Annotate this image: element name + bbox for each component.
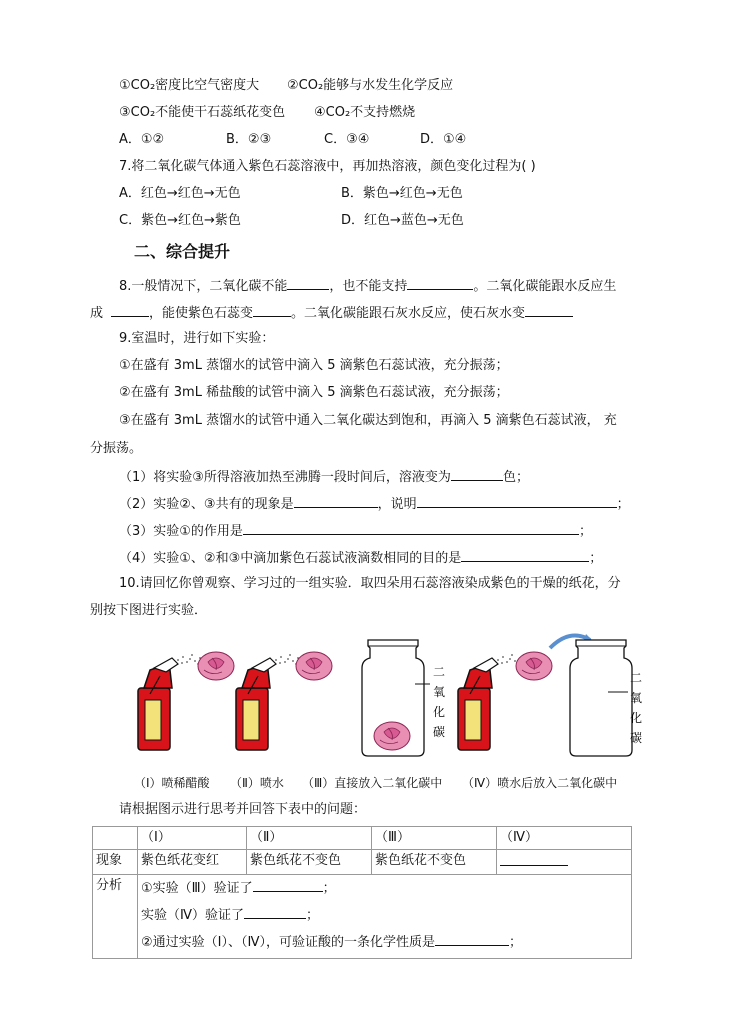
q9-experiment-2: ②在盛有 3mL 稀盐酸的试管中滴入 5 滴紫色石蕊试液，充分振荡；: [119, 385, 509, 400]
analysis-cell: [138, 875, 632, 959]
q8-blank-3[interactable]: [111, 303, 149, 317]
q9-sub-2-end: ；: [616, 497, 630, 512]
caption-4: （Ⅳ）喷水后放入二氧化碳中: [462, 776, 618, 790]
q9-sub-3-text: （3）实验①的作用是: [119, 524, 243, 539]
jar-3-label-2: 氧: [433, 685, 446, 699]
section-title: 二、综合提升: [134, 242, 231, 261]
analysis-blank-1[interactable]: [253, 878, 323, 892]
analysis-blank-2[interactable]: [244, 905, 306, 919]
q9-blank-4[interactable]: [243, 521, 579, 535]
analysis-line-2: [141, 902, 628, 929]
experiment-2-flower: [296, 652, 332, 680]
q7-option-b: B．紫色→红色→无色: [341, 186, 463, 201]
q8-text-1c: 。二氧化碳能跟水反应生: [473, 279, 617, 294]
q6-statement-1: ①CO₂密度比空气密度大: [119, 78, 260, 93]
table-row-phenomenon: [93, 850, 632, 875]
caption-2: （Ⅱ）喷水: [230, 776, 284, 790]
header-4: （Ⅳ）: [497, 827, 632, 850]
experiment-1-flower: [198, 652, 234, 680]
header-2: （Ⅱ）: [247, 827, 372, 850]
experiment-1-sprayer: [138, 658, 178, 750]
q6-option-b: B．②③: [226, 132, 272, 147]
phenomenon-2: 紫色纸花不变色: [247, 850, 372, 875]
row-label-analysis: 分析: [93, 875, 138, 959]
analysis-end-1: ；: [322, 881, 336, 896]
q9-experiment-3a: ③在盛有 3mL 蒸馏水的试管中通入二氧化碳达到饱和，再滴入 5 滴紫色石蕊试液， 充: [119, 413, 617, 428]
q9-sub-4-text: （4）实验①、②和③中滴加紫色石蕊试液滴数相同的目的是: [119, 551, 462, 566]
jar-4-label-3: 化: [630, 711, 643, 725]
q8-blank-4[interactable]: [253, 303, 291, 317]
analysis-blank-3[interactable]: [435, 932, 509, 946]
analysis-text-3: ②通过实验（Ⅰ）、（Ⅳ），可验证酸的一条化学性质是: [141, 935, 435, 950]
phenomenon-3: 紫色纸花不变色: [372, 850, 497, 875]
q9-blank-5[interactable]: [461, 548, 589, 562]
phenomenon-4-cell: [497, 850, 632, 875]
jar-4-label-1: 二: [630, 671, 643, 685]
q9-stem: 9.室温时，进行如下实验：: [119, 331, 275, 346]
jar-3-label-1: 二: [433, 665, 446, 679]
header-1: （Ⅰ）: [138, 827, 247, 850]
analysis-end-2: ；: [306, 908, 320, 923]
experiment-2-sprayer: [236, 658, 276, 750]
q9-sub-3: [119, 521, 592, 541]
q8-text-2c: 。二氧化碳能跟石灰水反应，使石灰水变: [291, 306, 526, 321]
q9-blank-3[interactable]: [417, 494, 617, 508]
q9-experiment-1: ①在盛有 3mL 蒸馏水的试管中滴入 5 滴紫色石蕊试液，充分振荡；: [119, 358, 509, 373]
phenomenon-1: 紫色纸花变红: [138, 850, 247, 875]
q8-text-2b: ，能使紫色石蕊变: [149, 306, 254, 321]
table-header-row: [93, 827, 632, 850]
table-row-analysis: [93, 875, 632, 959]
q9-sub-2: [119, 494, 630, 514]
q9-experiment-3b: 分振荡。: [90, 441, 143, 456]
q10-stem-2: 别按下图进行实验．: [90, 603, 208, 618]
jar-3-label-3: 化: [433, 705, 446, 719]
analysis-line-1: [141, 875, 628, 902]
caption-3: （Ⅲ）直接放入二氧化碳中: [302, 776, 443, 790]
q9-sub-4: [119, 548, 602, 568]
header-3: （Ⅲ）: [372, 827, 497, 850]
experiment-4-flower: [516, 652, 552, 680]
q9-sub-1: [119, 467, 529, 487]
table-corner: [93, 827, 138, 850]
q7-option-a: A．红色→红色→无色: [119, 186, 241, 201]
q8-line-1: [119, 276, 616, 296]
caption-1: （Ⅰ）喷稀醋酸: [134, 776, 210, 790]
q9-blank-2[interactable]: [294, 494, 378, 508]
q6-statement-4: ④CO₂不支持燃烧: [314, 105, 416, 120]
q8-blank-5[interactable]: [525, 303, 573, 317]
experiment-illustration: [130, 632, 650, 762]
experiment-figure: [130, 632, 650, 766]
experiment-4-jar: [570, 640, 632, 756]
analysis-text-1: ①实验（Ⅲ）验证了: [141, 881, 253, 896]
answer-table: [92, 826, 632, 959]
q6-option-a: A．①②: [119, 132, 165, 147]
q9-sub-1-text: （1）将实验③所得溶液加热至沸腾一段时间后，溶液变为: [119, 470, 451, 485]
row-label-phenomenon: 现象: [93, 850, 138, 875]
table-instruction: 请根据图示进行思考并回答下表中的问题：: [119, 802, 367, 817]
q9-sub-1-end: 色；: [502, 470, 529, 485]
experiment-3-flower: [374, 722, 410, 750]
jar-4-label-4: 碳: [630, 731, 643, 745]
q8-blank-1[interactable]: [287, 276, 329, 290]
q6-option-d: D．①④: [420, 132, 467, 147]
q7-option-c: C．紫色→红色→紫色: [119, 213, 241, 228]
jar-3-label-4: 碳: [433, 725, 446, 739]
q9-sub-4-end: ；: [589, 551, 603, 566]
analysis-end-3: ；: [509, 935, 523, 950]
q9-blank-1[interactable]: [451, 467, 503, 481]
q8-line-2: [90, 303, 573, 323]
analysis-text-2: 实验（Ⅳ）验证了: [141, 908, 244, 923]
analysis-line-3: [141, 929, 628, 956]
q9-sub-2-text: （2）实验②、③共有的现象是: [119, 497, 294, 512]
experiment-4-sprayer: [458, 658, 498, 750]
q6-statement-3: ③CO₂不能使干石蕊纸花变色: [119, 105, 286, 120]
jar-4-label-2: 氧: [630, 691, 643, 705]
q8-text-2a: 成: [90, 306, 104, 321]
phenomenon-4-blank[interactable]: [500, 852, 568, 866]
q9-sub-3-end: ；: [578, 524, 592, 539]
q7-stem: 7.将二氧化碳气体通入紫色石蕊溶液中，再加热溶液，颜色变化过程为( ): [119, 159, 536, 174]
q8-text-1b: ，也不能支持: [329, 279, 408, 294]
q6-statement-2: ②CO₂能够与水发生化学反应: [287, 78, 454, 93]
q6-option-c: C．③④: [324, 132, 370, 147]
q10-stem-1: 10.请回忆你曾观察、学习过的一组实验．取四朵用石蕊溶液染成紫色的干燥的纸花，分: [119, 576, 621, 591]
q7-option-d: D．红色→蓝色→无色: [341, 213, 464, 228]
q8-text-1a: 8.一般情况下，二氧化碳不能: [119, 279, 288, 294]
q9-sub-2-mid: ，说明: [377, 497, 417, 512]
q8-blank-2[interactable]: [407, 276, 473, 290]
